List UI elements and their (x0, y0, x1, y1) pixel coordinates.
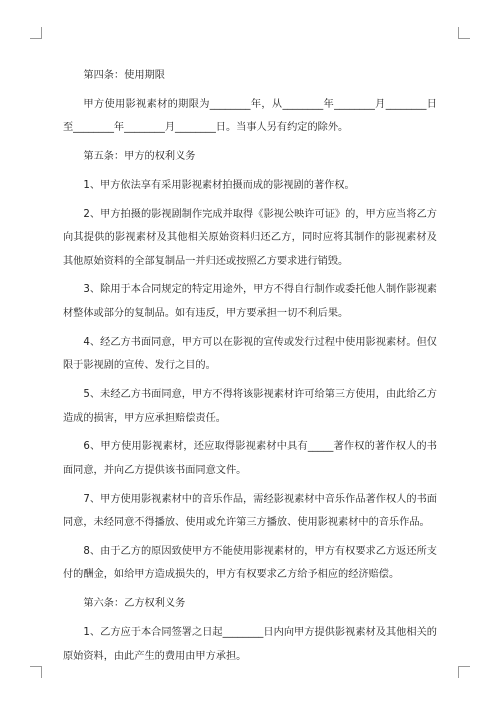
document-body (63, 64, 437, 673)
paragraph-article-5-item-4: 4、经乙方书面同意，甲方可以在影视的宣传或发行过程中使用影视素材。但仅限于影视剧的宣传、发行之目的。 (63, 336, 437, 372)
paragraph-article-5-item-2: 2、甲方拍摄的影视剧制作完成并取得《影视公映许可证》的，甲方应当将乙方向其提供的影视素材及其他相关原始资料归还乙方，同时应将其制作的影视素材及其他原始资料的全部复制品一并归还或按照乙方要求进行销毁。 (63, 208, 437, 267)
paragraph-article-5-item-7: 7、甲方使用影视素材中的音乐作品，需经影视素材中音乐作品著作权人的书面同意，未经同意不得播放、使用或允许第三方播放、使用影视素材中的音乐作品。 (63, 493, 437, 529)
paragraph-article-5-item-1: 1、甲方依法享有采用影视素材拍摄而成的影视剧的著作权。 (83, 179, 355, 191)
section-heading-article-4: 第四条：使用期限 (83, 70, 165, 81)
section-heading-article-6: 第六条：乙方权利义务 (83, 598, 186, 610)
crop-mark-bottom-right (458, 666, 470, 678)
paragraph-usage-period: 甲方使用影视素材的期限为________年，从________年________月________日至________年________月________日。当事人另有约定的除外。 (63, 98, 437, 134)
crop-mark-top-right (458, 27, 470, 39)
paragraph-article-5-item-8: 8、由于乙方的原因致使甲方不能使用影视素材的，甲方有权要求乙方返还所支付的酬金，如给甲方造成损失的，甲方有权要求乙方给予相应的经济赔偿。 (63, 545, 437, 581)
paragraph-article-5-item-5: 5、未经乙方书面同意，甲方不得将该影视素材许可给第三方使用，由此给乙方造成的损害，甲方应承担赔偿责任。 (63, 389, 437, 424)
paragraph-article-6-item-1: 1、乙方应于本合同签署之日起________日内向甲方提供影视素材及其他相关的原始资料，由此产生的费用由甲方承担。 (63, 627, 437, 662)
section-heading-article-5: 第五条：甲方的权利义务 (83, 151, 196, 163)
crop-mark-top-left (30, 27, 42, 39)
paragraph-article-5-item-3: 3、除用于本合同规定的特定用途外，甲方不得自行制作或委托他人制作影视素材整体或部分的复制品。如有违反，甲方要承担一切不利后果。 (63, 284, 437, 319)
paragraph-article-5-item-6: 6、甲方使用影视素材，还应取得影视素材中具有_____著作权的著作权人的书面同意，并向乙方提供该书面同意文件。 (63, 441, 437, 476)
crop-mark-bottom-left (30, 666, 42, 678)
